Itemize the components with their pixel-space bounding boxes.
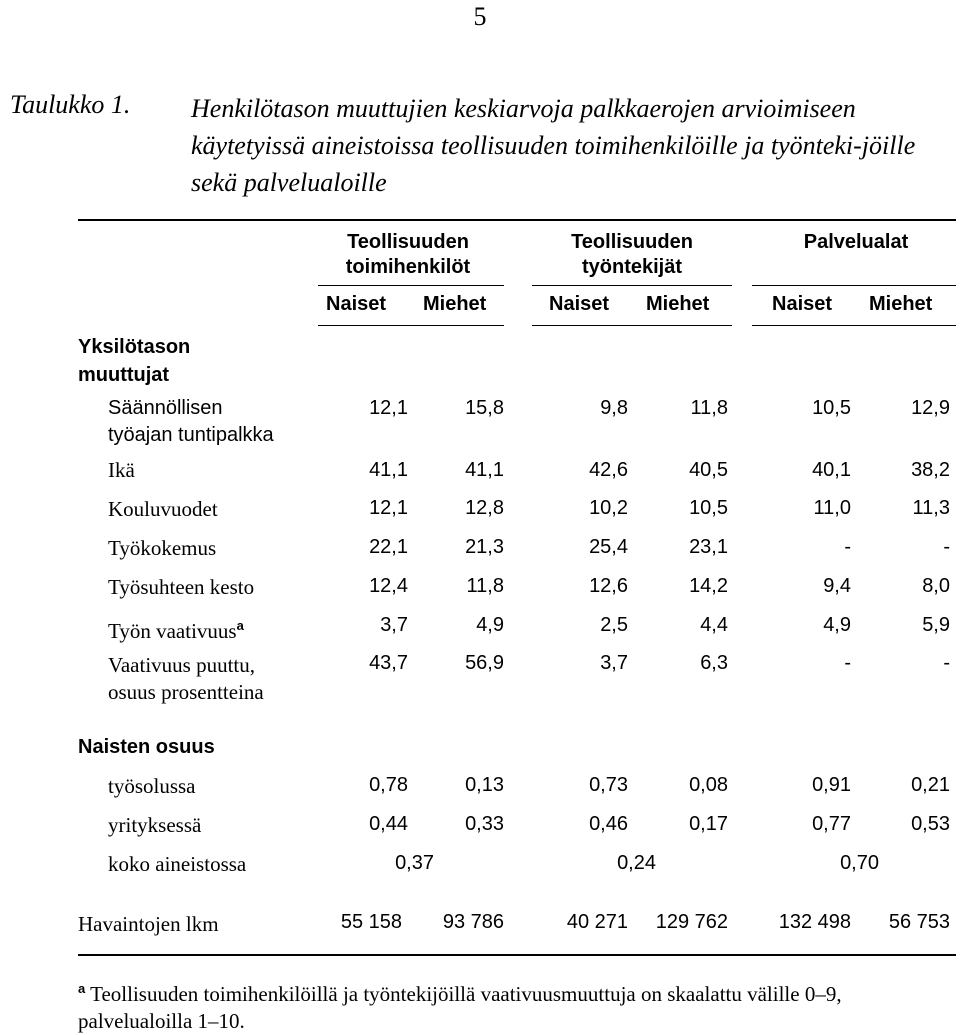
- cell: 12,4: [369, 575, 408, 597]
- cell: 0,73: [589, 774, 628, 796]
- cell: 11,0: [813, 497, 851, 519]
- cell: 56,9: [465, 652, 504, 674]
- group-rule-3: [752, 285, 956, 286]
- footnote-marker: a: [236, 618, 244, 633]
- group-header-3: [766, 230, 946, 255]
- cell: 0,08: [689, 774, 728, 796]
- cell: 23,1: [689, 536, 728, 558]
- footnote-text: Teollisuuden toimihenkilöillä ja työntekijöillä vaativuusmuuttuja on skaalattu välille 0–9, palvelualoilla 1–10.: [78, 982, 842, 1033]
- cell: 3,7: [380, 614, 408, 636]
- subheader-rule-1: [318, 325, 504, 326]
- subheader-men-1: Miehet: [423, 293, 487, 315]
- row-label-line2: työajan tuntipalkka: [108, 424, 274, 446]
- cell: 9,8: [600, 397, 628, 419]
- cell: 56 753: [888, 911, 950, 933]
- row-label-worker-cell: työsolussa: [108, 774, 196, 798]
- group-header-3-line1: Palvelualat: [803, 231, 909, 253]
- cell: 41,1: [369, 459, 408, 481]
- cell: 25,4: [589, 536, 628, 558]
- group-rule-2: [532, 285, 732, 286]
- cell: 0,70: [840, 852, 879, 874]
- row-label-age: Ikä: [108, 458, 135, 482]
- cell: 4,9: [823, 614, 851, 636]
- footnote-marker: a: [78, 981, 86, 996]
- cell: 0,21: [911, 774, 950, 796]
- bottom-rule: [78, 954, 956, 956]
- cell: 12,1: [369, 397, 408, 419]
- cell: 12,9: [911, 397, 950, 419]
- cell: 0,53: [911, 813, 950, 835]
- subheader-women-2: Naiset: [549, 293, 610, 315]
- cell: -: [844, 652, 851, 674]
- section-heading-line2: muuttujat: [78, 364, 170, 386]
- section-heading-line1: Yksilötason: [78, 336, 191, 358]
- section-heading-individual: [78, 333, 190, 389]
- cell: 41,1: [465, 459, 504, 481]
- cell: 42,6: [589, 459, 628, 481]
- cell: 11,8: [466, 575, 504, 597]
- group-header-1: [318, 230, 498, 280]
- cell: 40,5: [689, 459, 728, 481]
- row-label-tenure: Työsuhteen kesto: [108, 575, 255, 599]
- group-header-1-line2: toimihenkilöt: [345, 256, 471, 278]
- cell: -: [943, 652, 950, 674]
- row-label-line1: Vaativuus puuttu,: [108, 653, 255, 677]
- cell: 4,4: [700, 614, 728, 636]
- cell: 0,13: [465, 774, 504, 796]
- cell: 0,46: [589, 813, 628, 835]
- subheader-men-3: Miehet: [869, 293, 933, 315]
- cell: 2,5: [600, 614, 628, 636]
- cell: 8,0: [922, 575, 950, 597]
- cell: 0,91: [812, 774, 851, 796]
- cell: 21,3: [465, 536, 504, 558]
- row-label-line1: Säännöllisen: [108, 397, 223, 419]
- group-header-1-line1: Teollisuuden: [347, 231, 469, 253]
- cell: 38,2: [911, 459, 950, 481]
- cell: 0,33: [465, 813, 504, 835]
- cell: 14,2: [689, 575, 728, 597]
- cell: 4,9: [476, 614, 504, 636]
- cell: 5,9: [922, 614, 950, 636]
- row-label-complexity-missing: [108, 652, 264, 706]
- group-header-2-line2: työntekijät: [581, 256, 683, 278]
- row-label-observations: Havaintojen lkm: [78, 912, 219, 936]
- cell: 11,3: [912, 497, 950, 519]
- cell: 15,8: [465, 397, 504, 419]
- row-label-hourly-wage: [108, 395, 274, 449]
- cell: 10,5: [689, 497, 728, 519]
- cell: 0,77: [812, 813, 851, 835]
- page-number: 5: [473, 2, 487, 31]
- cell: 40,1: [812, 459, 851, 481]
- cell: -: [943, 536, 950, 558]
- cell: 12,8: [465, 497, 504, 519]
- cell: 12,1: [369, 497, 408, 519]
- cell: 10,2: [589, 497, 628, 519]
- cell: 43,7: [369, 652, 408, 674]
- cell: 55 158: [340, 911, 402, 933]
- section-heading-female-share: Naisten osuus: [78, 736, 215, 758]
- group-header-2: [542, 230, 722, 280]
- table-caption-text: Henkilötason muuttujien keskiarvoja palkkaerojen arvioimiseen käytetyissä aineistoissa teollisuuden toimihenkilöille ja työnteki-jöille sekä palvelualoille: [191, 94, 916, 197]
- cell: 132 498: [778, 911, 851, 933]
- cell: 129 762: [655, 911, 728, 933]
- cell: 11,8: [690, 397, 728, 419]
- table-caption-label: Taulukko 1.: [10, 90, 131, 119]
- cell: 40 271: [566, 911, 628, 933]
- cell: 0,24: [617, 852, 656, 874]
- subheader-women-3: Naiset: [772, 293, 833, 315]
- subheader-women-1: Naiset: [326, 293, 387, 315]
- row-label-whole-data: koko aineistossa: [108, 852, 247, 876]
- row-label-job-complexity: [108, 612, 244, 645]
- cell: 22,1: [369, 536, 408, 558]
- cell: 6,3: [700, 652, 728, 674]
- cell: -: [844, 536, 851, 558]
- subheader-rule-3: [752, 325, 956, 326]
- cell: 12,6: [589, 575, 628, 597]
- cell: 0,44: [369, 813, 408, 835]
- row-label-line2: osuus prosentteina: [108, 680, 264, 704]
- cell: 0,17: [689, 813, 728, 835]
- cell: 10,5: [812, 397, 851, 419]
- cell: 3,7: [600, 652, 628, 674]
- cell: 93 786: [442, 911, 504, 933]
- cell: 0,78: [369, 774, 408, 796]
- row-label-firm: yrityksessä: [108, 813, 202, 837]
- row-label-schooling: Kouluvuodet: [108, 497, 218, 521]
- subheader-rule-2: [532, 325, 732, 326]
- row-label-experience: Työkokemus: [108, 536, 217, 560]
- group-header-2-line1: Teollisuuden: [571, 231, 693, 253]
- cell: 0,37: [395, 852, 434, 874]
- footnote: [78, 975, 938, 1035]
- group-rule-1: [318, 285, 504, 286]
- row-label-text: Työn vaativuus: [108, 619, 237, 643]
- subheader-men-2: Miehet: [646, 293, 710, 315]
- cell: 9,4: [823, 575, 851, 597]
- top-rule: [78, 219, 956, 221]
